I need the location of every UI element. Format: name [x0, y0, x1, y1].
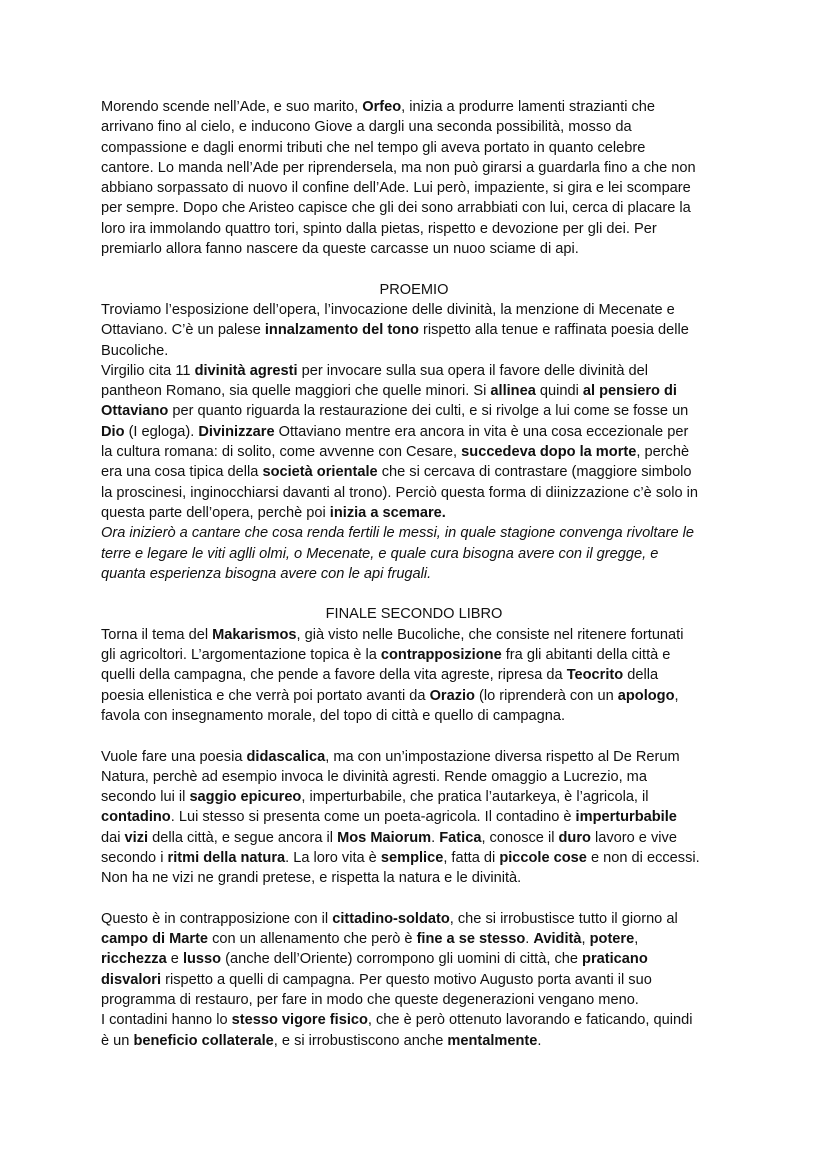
text-run: pantheon Romano, sia quelle maggiori che quelle minori. Si	[101, 383, 491, 400]
text-line	[101, 219, 741, 239]
text-run: . La loro vita è	[285, 849, 381, 866]
italic-text: quanta esperienza bisogna avere con le api frugali.	[101, 565, 432, 582]
text-run: , ma con un’impostazione diversa rispetto al De Rerum	[325, 748, 680, 765]
bold-text: disvalori	[101, 971, 162, 988]
text-line	[101, 198, 741, 218]
text-line	[101, 909, 741, 929]
text-run: .	[431, 829, 440, 846]
bold-text: società orientale	[262, 464, 378, 481]
text-line	[101, 97, 741, 117]
text-run: Ottaviano. C’è un palese	[101, 322, 265, 339]
text-run: Virgilio cita 11	[101, 362, 195, 379]
text-line	[101, 929, 741, 949]
bold-text: Orfeo	[362, 99, 402, 115]
bold-text: Dio	[101, 423, 125, 440]
text-line	[101, 483, 741, 503]
section-heading	[101, 604, 727, 624]
text-line	[101, 868, 741, 888]
text-run: favola con insegnamento morale, del topo di città e quello di campagna.	[101, 707, 566, 724]
text-line	[101, 158, 741, 178]
bold-text: stesso vigore fisico	[231, 1012, 368, 1029]
bold-text: inizia a scemare.	[329, 504, 446, 521]
bold-text: potere	[589, 931, 635, 948]
text-run: Morendo scende nell’Ade, e suo marito,	[101, 99, 363, 115]
bold-text: campo di Marte	[101, 931, 209, 948]
text-run: rispetto a quelli di campagna. Per questo motivo Augusto porta avanti il suo	[161, 971, 652, 988]
text-run: e non di eccessi.	[586, 849, 700, 866]
bold-text: ricchezza	[101, 951, 167, 968]
bold-text: Avidità	[533, 931, 582, 948]
text-line	[101, 523, 741, 543]
bold-text: succedeva dopo la morte	[461, 444, 637, 461]
text-line	[101, 1031, 741, 1051]
text-run: premiarlo allora fanno nascere da queste carcasse un nuoo sciame di api.	[101, 241, 579, 258]
text-run: ,	[674, 687, 679, 704]
bold-text: divinità agresti	[194, 362, 298, 379]
bold-text: Orazio	[429, 687, 475, 704]
text-run: ,	[581, 931, 590, 948]
text-line	[101, 178, 741, 198]
bold-text: cittadino-soldato	[332, 910, 450, 927]
text-line	[101, 544, 741, 564]
italic-text: terre e legare le viti aglli olmi, o Mecenate, e quale cura bisogna avere con il gregge, e	[101, 545, 659, 562]
text-run: quelli della campagna, che pende a favore della vita agreste, ripresa da	[101, 667, 567, 684]
blank-line	[101, 259, 741, 279]
bold-text: Divinizzare	[198, 423, 275, 440]
text-run: ,	[634, 931, 639, 948]
text-run: quindi	[535, 383, 583, 400]
text-line	[101, 787, 741, 807]
text-run: I contadini hanno lo	[101, 1012, 232, 1029]
blank-line	[101, 726, 741, 746]
text-run: .	[525, 931, 534, 948]
text-run: Questo è in contrapposizione con il	[101, 910, 333, 927]
bold-text: contadino	[101, 809, 171, 826]
text-run: Vuole fare una poesia	[101, 748, 247, 765]
bold-text: Teocrito	[566, 667, 624, 684]
bold-text: fine a se stesso	[416, 931, 526, 948]
text-run: la cultura romana: di solito, come avvenne con Cesare,	[101, 444, 462, 461]
text-run: con un allenamento che però è	[208, 931, 417, 948]
text-line	[101, 300, 741, 320]
text-run: poesia ellenistica e che verrà poi portato avanti da	[101, 687, 430, 704]
bold-text: allinea	[490, 383, 536, 400]
text-run: . Lui stesso si presenta come un poeta-agricola. Il contadino è	[170, 809, 576, 826]
text-run: (anche dell’Oriente) corrompono gli uomini di città, che	[221, 951, 583, 968]
text-run: e	[166, 951, 183, 968]
text-run: , e si irrobustiscono anche	[273, 1032, 448, 1049]
text-run: , fatta di	[443, 849, 500, 866]
text-run: (lo riprenderà con un	[474, 687, 618, 704]
text-run: per invocare sulla sua opera il favore delle divinità del	[297, 362, 649, 379]
bold-text: apologo	[617, 687, 675, 704]
text-run: la proscinesi, inginocchiarsi davanti al trono). Perciò questa forma di diinizzazione c’è solo in	[101, 484, 699, 501]
text-line	[101, 422, 741, 442]
bold-text: contrapposizione	[380, 647, 502, 664]
text-line	[101, 747, 741, 767]
text-line	[101, 625, 741, 645]
blank-line	[101, 889, 741, 909]
text-run: loro ira immolando quattro tori, spinto dalla pietas, rispetto e devozione per gli dei. Per	[101, 220, 657, 237]
text-line	[101, 828, 741, 848]
bold-text: imperturbabile	[575, 809, 677, 826]
bold-text: piccole cose	[499, 849, 587, 866]
text-line	[101, 807, 741, 827]
text-line	[101, 1010, 741, 1030]
bold-text: lusso	[182, 951, 222, 968]
text-run: Non ha ne vizi ne grandi pretese, e rispetta la natura e le divinità.	[101, 870, 522, 887]
blank-line	[101, 584, 741, 604]
text-run: per sempre. Dopo che Aristeo capisce che gli dei sono arrabbiati con lui, cerca di placare la	[101, 200, 691, 217]
text-run: Troviamo l’esposizione dell’opera, l’invocazione delle divinità, la menzione di Mecenate e	[101, 301, 675, 318]
text-run: della città, e segue ancora il	[148, 829, 338, 846]
text-run: programma di restauro, per fare in modo che queste degenerazioni vengano meno.	[101, 992, 639, 1009]
bold-text: al pensiero di	[582, 383, 677, 400]
text-run: PROEMIO	[379, 281, 449, 298]
text-line	[101, 564, 741, 584]
text-run: abbiano sorpassato di nuovo il confine dell’Ade. Lui però, impaziente, si gira e lei scompare	[101, 180, 691, 197]
text-run: per quanto riguarda la restaurazione dei culti, e si rivolge a lui come se fosse un	[168, 403, 689, 420]
text-run: (I egloga).	[124, 423, 199, 440]
text-line	[101, 320, 741, 340]
italic-text: Ora inizierò a cantare che cosa renda fertili le messi, in quale stagione convenga rivoltare le	[101, 525, 694, 542]
text-line	[101, 686, 741, 706]
bold-text: Ottaviano	[101, 403, 169, 420]
text-run: dai	[101, 829, 125, 846]
text-line	[101, 381, 741, 401]
text-line	[101, 442, 741, 462]
text-run: gli agricoltori. L’argomentazione topica è la	[101, 647, 381, 664]
text-run: è un	[101, 1032, 134, 1049]
bold-text: beneficio collaterale	[133, 1032, 274, 1049]
bold-text: Fatica	[439, 829, 482, 846]
text-run: Torna il tema del	[101, 626, 213, 643]
text-line	[101, 462, 741, 482]
bold-text: ritmi della natura	[167, 849, 286, 866]
text-run: rispetto alla tenue e raffinata poesia delle	[418, 322, 689, 339]
text-run: , conosce il	[481, 829, 559, 846]
text-run: era una cosa tipica della	[101, 464, 263, 481]
text-line	[101, 949, 741, 969]
text-run: , imperturbabile, che pratica l’autarkeya, è l’agricola, il	[301, 789, 649, 806]
text-run: , perchè	[636, 444, 690, 461]
bold-text: Makarismos	[212, 626, 297, 643]
text-line	[101, 401, 741, 421]
bold-text: praticano	[582, 951, 648, 968]
text-run: , che è però ottenuto lavorando e faticando, quindi	[367, 1012, 693, 1029]
section-heading	[101, 280, 727, 300]
text-run: della	[623, 667, 659, 684]
text-run: , che si irrobustisce tutto il giorno al	[449, 910, 678, 927]
text-line	[101, 341, 741, 361]
bold-text: vizi	[124, 829, 149, 846]
bold-text: Mos Maiorum	[337, 829, 432, 846]
bold-text: duro	[558, 829, 591, 846]
text-line	[101, 239, 741, 259]
bold-text: saggio epicureo	[189, 789, 302, 806]
text-line	[101, 970, 741, 990]
text-line	[101, 138, 741, 158]
text-run: Natura, perchè ad esempio invoca le divinità agresti. Rende omaggio a Lucrezio, ma	[101, 768, 647, 785]
bold-text: semplice	[380, 849, 444, 866]
text-line	[101, 503, 741, 523]
text-run: , inizia a produrre lamenti strazianti che	[401, 99, 656, 115]
text-run: fra gli abitanti della città e	[501, 647, 671, 664]
text-run: Bucoliche.	[101, 342, 169, 359]
text-run: .	[537, 1032, 542, 1049]
text-line	[101, 665, 741, 685]
text-run: secondo lui il	[101, 789, 190, 806]
bold-text: mentalmente	[447, 1032, 538, 1049]
text-run: arrivano fino al cielo, e inducono Giove a dargli una seconda possibilità, mosso da	[101, 119, 632, 136]
text-run: che si cercava di contrastare (maggiore simbolo	[377, 464, 692, 481]
text-run: FINALE SECONDO LIBRO	[325, 606, 503, 623]
text-run: Ottaviano mentre era ancora in vita è una cosa eccezionale per	[274, 423, 689, 440]
text-run: secondo i	[101, 849, 168, 866]
text-line	[101, 848, 741, 868]
text-line	[101, 361, 741, 381]
text-run: cantore. Lo manda nell’Ade per riprendersela, ma non può girarsi a guardarla fino a che non	[101, 159, 696, 176]
text-run: questa parte dell’opera, perchè poi	[101, 504, 330, 521]
text-run: , già visto nelle Bucoliche, che consiste nel ritenere fortunati	[296, 626, 684, 643]
text-line	[101, 706, 741, 726]
bold-text: didascalica	[246, 748, 326, 765]
bold-text: innalzamento del tono	[264, 322, 419, 339]
text-line	[101, 990, 741, 1010]
text-run: compassione e dagli enormi tributi che nel tempo gli aveva portato in quanto celebre	[101, 139, 646, 156]
text-line	[101, 117, 741, 137]
text-line	[101, 767, 741, 787]
text-run: lavoro e vive	[590, 829, 677, 846]
document-page	[101, 97, 741, 1051]
text-line	[101, 645, 741, 665]
